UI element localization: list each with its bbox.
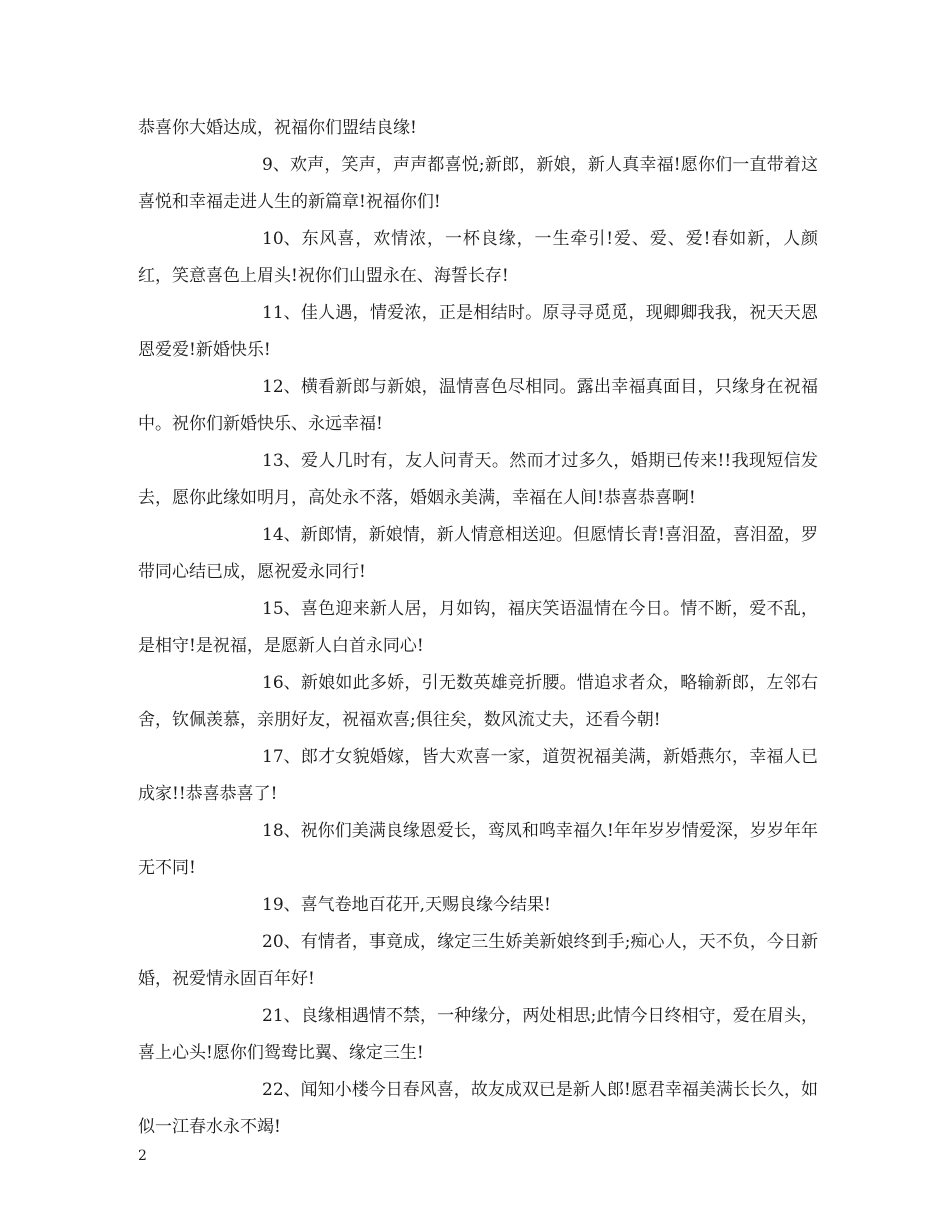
document-body — [138, 110, 818, 1146]
wish-number: 19、 — [262, 895, 301, 915]
opening-line: 恭喜你大婚达成，祝福你们盟结良缘! — [138, 118, 417, 138]
wish-number: 17、 — [262, 747, 301, 767]
wish-text: 爱人几时有，友人问青天。然而才过多久，婚期已传来!!我现短信发去，愿你此缘如明月，高处永不落，婚姻永美满，幸福在人间!恭喜恭喜啊! — [138, 451, 818, 508]
wish-paragraph — [138, 813, 818, 887]
wish-text: 有情者，事竟成，缘定三生娇美新娘终到手;痴心人，天不负，今日新婚，祝爱情永固百年好! — [138, 932, 818, 989]
wish-paragraph — [138, 517, 818, 591]
wish-paragraph — [138, 591, 818, 665]
wish-text: 佳人遇，情爱浓，正是相结时。原寻寻觅觅，现卿卿我我，祝天天恩恩爱爱!新婚快乐! — [138, 303, 818, 360]
wish-paragraph — [138, 369, 818, 443]
wish-paragraph — [138, 443, 818, 517]
wish-text: 东风喜，欢情浓，一杯良缘，一生牵引!爱、爱、爱!春如新，人颜红，笑意喜色上眉头!祝你们山盟永在、海誓长存! — [138, 229, 818, 286]
wish-paragraph — [138, 147, 818, 221]
wish-text: 新郎情，新娘情，新人情意相送迎。但愿情长青!喜泪盈，喜泪盈，罗带同心结已成，愿祝爱永同行! — [138, 525, 818, 582]
wish-number: 11、 — [262, 303, 301, 323]
wish-text: 喜色迎来新人居，月如钩，福庆笑语温情在今日。情不断，爱不乱，是相守!是祝福，是愿新人白首永同心! — [138, 599, 818, 656]
wish-number: 18、 — [262, 821, 301, 841]
page-number: 2 — [138, 1148, 147, 1164]
wish-paragraph — [138, 665, 818, 739]
wish-text: 郎才女貌婚嫁，皆大欢喜一家，道贺祝福美满，新婚燕尔，幸福人已成家!!恭喜恭喜了! — [138, 747, 818, 804]
wish-paragraph — [138, 295, 818, 369]
wish-text: 喜气卷地百花开,天赐良缘今结果! — [300, 895, 551, 915]
wish-number: 20、 — [262, 932, 301, 952]
wish-paragraph — [138, 998, 818, 1072]
wish-number: 12、 — [262, 377, 301, 397]
wish-text: 闻知小楼今日春风喜，故友成双已是新人郎!愿君幸福美满长长久，如似一江春水永不竭! — [138, 1080, 818, 1137]
wish-number: 14、 — [262, 525, 301, 545]
wishes-list — [138, 147, 818, 1146]
wish-number: 13、 — [262, 451, 301, 471]
wish-text: 良缘相遇情不禁，一种缘分，两处相思;此情今日终相守，爱在眉头，喜上心头!愿你们鸳鸯比翼、缘定三生! — [138, 1006, 818, 1063]
wish-paragraph — [138, 1072, 818, 1146]
wish-number: 10、 — [262, 229, 301, 249]
wish-text: 欢声，笑声，声声都喜悦;新郎，新娘，新人真幸福!愿你们一直带着这喜悦和幸福走进人生的新篇章!祝福你们! — [138, 155, 818, 212]
wish-paragraph — [138, 924, 818, 998]
wish-paragraph — [138, 739, 818, 813]
wish-number: 15、 — [262, 599, 301, 619]
wish-text: 新娘如此多娇，引无数英雄竞折腰。惜追求者众，略输新郎，左邻右舍，钦佩羡慕，亲朋好友，祝福欢喜;俱往矣，数风流丈夫，还看今朝! — [138, 673, 818, 730]
wish-number: 21、 — [262, 1006, 301, 1026]
wish-text: 祝你们美满良缘恩爱长，鸾凤和鸣幸福久!年年岁岁情爱深，岁岁年年无不同! — [138, 821, 818, 878]
wish-number: 16、 — [262, 673, 301, 693]
wish-number: 22、 — [262, 1080, 301, 1100]
wish-text: 横看新郎与新娘，温情喜色尽相同。露出幸福真面目，只缘身在祝福中。祝你们新婚快乐、永远幸福! — [138, 377, 818, 434]
wish-paragraph — [138, 887, 818, 924]
wish-number: 9、 — [262, 155, 290, 175]
wish-paragraph — [138, 221, 818, 295]
